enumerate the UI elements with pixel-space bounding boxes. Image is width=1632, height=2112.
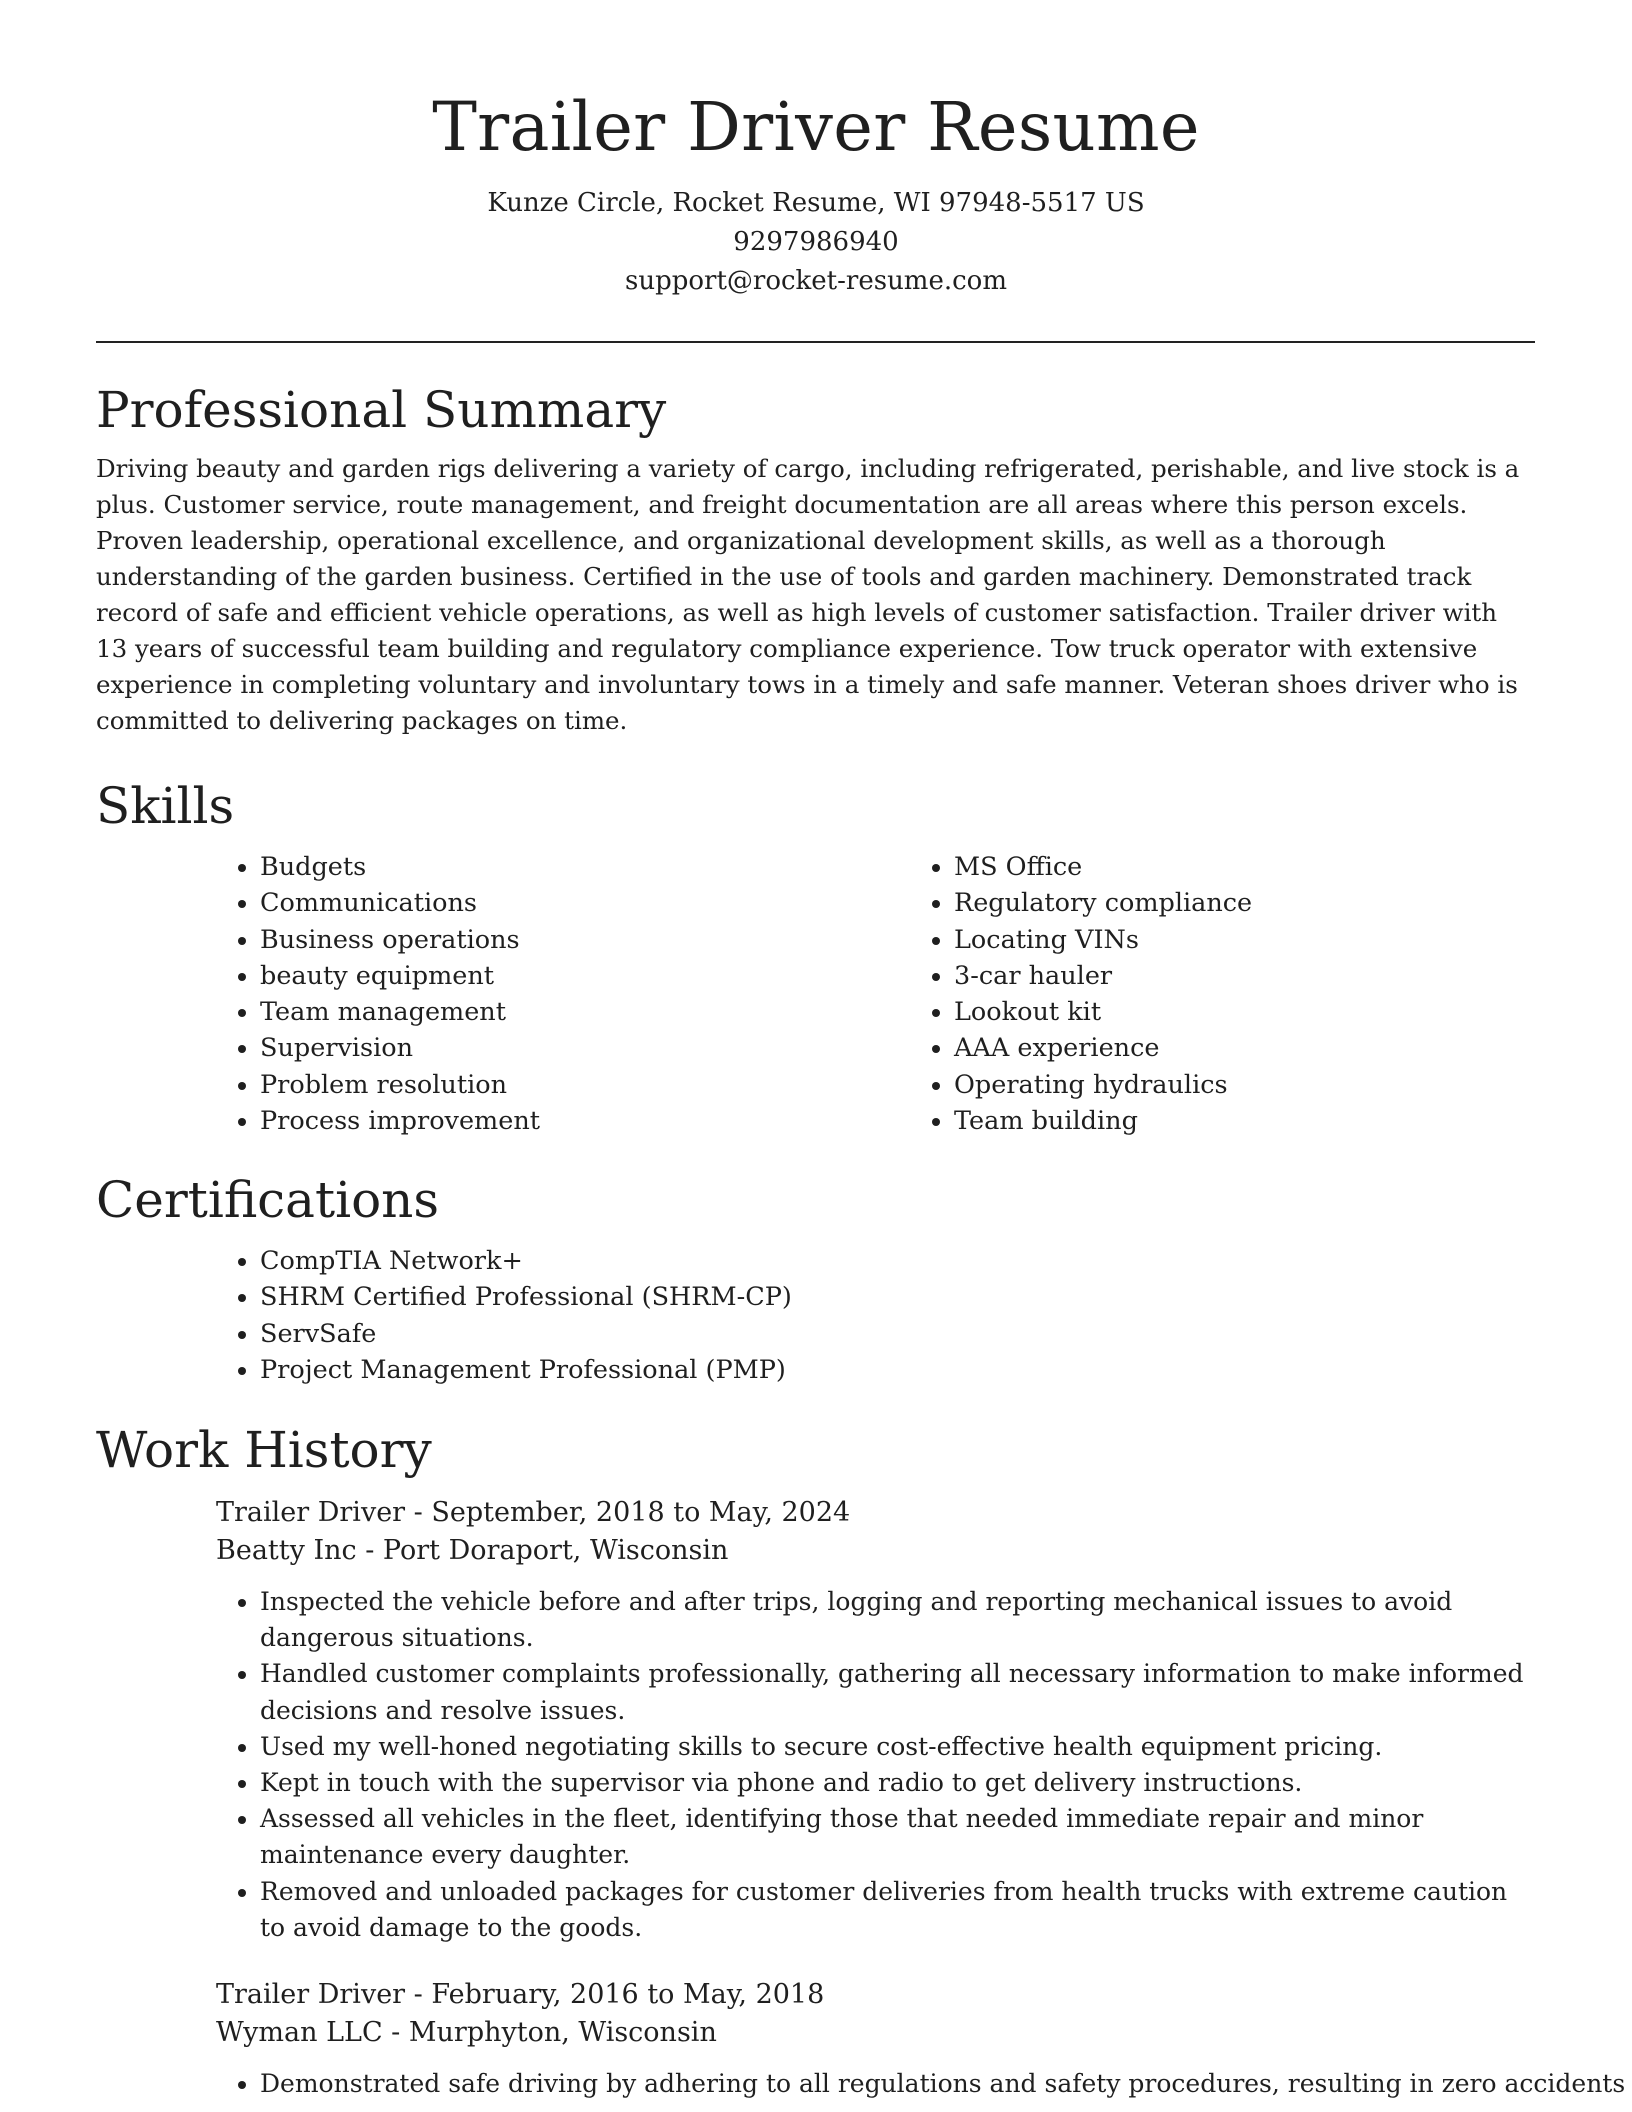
skills-list-left <box>216 849 910 1139</box>
header-divider <box>96 341 1535 343</box>
job-company-line: Wyman LLC - Murphyton, Wisconsin <box>216 2017 717 2049</box>
summary-section <box>96 380 1535 739</box>
summary-heading: Professional Summary <box>96 381 667 439</box>
list-item: • Problem resolution <box>260 1067 910 1103</box>
list-item: • AAA experience <box>954 1030 1604 1066</box>
work-history-heading: Work History <box>96 1421 432 1479</box>
job-entry <box>216 1976 1626 2102</box>
list-item: • Locating VINs <box>954 922 1604 958</box>
list-item: • CompTIA Network+ <box>260 1243 1535 1279</box>
summary-text: Driving beauty and garden rigs delivering a variety of cargo, including refrigerated, perishable, and live stock is a plus. Customer service, route management, and freight documentation are all areas where this person excels. Proven leadership, operational excellence, and organizational development skills, as well as a thorough understanding of the garden business. Certified in the use of tools and garden machinery. Demonstrated track record of safe and efficient vehicle operations, as well as high levels of customer satisfaction. Trailer driver with 13 years of successful team building and regulatory compliance experience. Tow truck operator with extensive experience in completing voluntary and involuntary tows in a timely and safe manner. Veteran shoes driver who is committed to delivering packages on time. <box>96 454 1520 735</box>
list-item: • Assessed all vehicles in the fleet, identifying those that needed immediate repair and minor maintenance every daughter. <box>260 1801 1535 1873</box>
skills-columns <box>216 849 1535 1139</box>
resume-header <box>0 0 1632 301</box>
list-item: • Team building <box>954 1103 1604 1139</box>
list-item: • Removed and unloaded packages for customer deliveries from health trucks with extreme caution to avoid damage to the goods. <box>260 1874 1535 1946</box>
list-item: • Inspected the vehicle before and after trips, logging and reporting mechanical issues to avoid dangerous situations. <box>260 1584 1535 1656</box>
list-item: • Business operations <box>260 922 910 958</box>
list-item: • SHRM Certified Professional (SHRM-CP) <box>260 1279 1535 1315</box>
list-item: • Regulatory compliance <box>954 885 1604 921</box>
skills-section <box>96 776 1535 1139</box>
list-item: • 3-car hauler <box>954 958 1604 994</box>
list-item: • Lookout kit <box>954 994 1604 1030</box>
work-history-section <box>96 1420 1626 2102</box>
job-bullets <box>216 1584 1535 1946</box>
contact-email: support@rocket-resume.com <box>624 266 1007 296</box>
skills-heading: Skills <box>96 777 235 835</box>
resume-title: Trailer Driver Resume <box>432 88 1200 166</box>
job-entry <box>216 1494 1535 1946</box>
list-item: • beauty equipment <box>260 958 910 994</box>
certifications-list <box>216 1243 1535 1388</box>
list-item: • Supervision <box>260 1030 910 1066</box>
contact-phone: 9297986940 <box>733 227 899 257</box>
list-item: • MS Office <box>954 849 1604 885</box>
list-item: • Budgets <box>260 849 910 885</box>
list-item: • Demonstrated safe driving by adhering to all regulations and safety procedures, resulting in zero accidents <box>260 2066 1535 2102</box>
list-item: • Communications <box>260 885 910 921</box>
list-item: • Team management <box>260 994 910 1030</box>
job-bullets <box>216 2066 1626 2102</box>
list-item: • Operating hydraulics <box>954 1067 1604 1103</box>
certifications-heading: Certifications <box>96 1171 440 1229</box>
skills-list-right <box>910 849 1604 1139</box>
job-title-line: Trailer Driver - February, 2016 to May, 2018 <box>216 1979 825 2011</box>
contact-address: Kunze Circle, Rocket Resume, WI 97948-5517 US <box>487 188 1145 218</box>
list-item: • ServSafe <box>260 1316 1535 1352</box>
list-item: • Used my well-honed negotiating skills to secure cost-effective health equipment pricing. <box>260 1729 1535 1765</box>
list-item: • Process improvement <box>260 1103 910 1139</box>
list-item: • Project Management Professional (PMP) <box>260 1352 1535 1388</box>
certifications-section <box>96 1170 1535 1388</box>
job-title-line: Trailer Driver - September, 2018 to May, 2024 <box>216 1497 851 1528</box>
job-company-line: Beatty Inc - Port Doraport, Wisconsin <box>216 1535 729 1566</box>
contact-info <box>0 184 1632 301</box>
list-item: • Handled customer complaints professionally, gathering all necessary information to make informed decisions and resolve issues. <box>260 1656 1535 1728</box>
list-item: • Kept in touch with the supervisor via phone and radio to get delivery instructions. <box>260 1765 1535 1801</box>
